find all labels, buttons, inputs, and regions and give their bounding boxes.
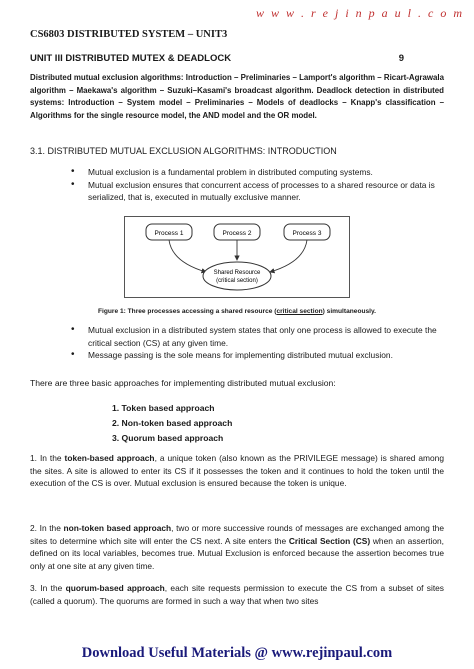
list-item: • Mutual exclusion is a fundamental problem in distributed computing systems. [68,166,448,179]
process-3-label: Process 3 [292,230,322,237]
term-token-based: token-based approach [64,453,155,463]
list-item: • Mutual exclusion ensures that concurrent access of processes to a shared resource or data is serialized, that is, executed in mutually exclusive manner. [68,179,448,204]
paragraph-body: , two or more successive rounds of messages are exchanged among the sites to determine which site will enter the CS next. A site enters the [30,523,444,546]
paragraph-non-token-based [30,522,444,572]
list-item: 2. Non-token based approach [112,418,233,428]
bullet-list-definition [68,324,448,362]
paragraph-lead: 2. In the [30,523,64,533]
list-item: • Mutual exclusion in a distributed system states that only one process is allowed to execute the critical section (CS) at any given time. [68,324,448,349]
course-header: CS6803 DISTRIBUTED SYSTEM – UNIT3 [30,29,228,40]
paragraph-token-based [30,452,444,490]
unit-title: UNIT III DISTRIBUTED MUTEX & DEADLOCK [30,53,232,64]
mutual-exclusion-diagram [124,216,350,298]
section-heading: 3.1. DISTRIBUTED MUTUAL EXCLUSION ALGORITHMS: INTRODUCTION [30,146,337,156]
list-item: 1. Token based approach [112,403,215,413]
approaches-list [112,401,232,446]
paragraph-lead: 1. In the [30,453,65,463]
process-1-label: Process 1 [154,230,184,237]
paragraph-body-end: when an assertion, defined on its local variables, becomes true. Mutual Exclusion is enforced because the assertion becomes true only at one site at any given time. [30,535,444,571]
paragraph-quorum-based [30,582,444,607]
bullet-list-intro [68,166,448,204]
caption-text-end: ) simultaneously. [322,308,377,315]
figure-caption [30,308,444,315]
approaches-intro: There are three basic approaches for implementing distributed mutual exclusion: [30,378,336,388]
list-item: 3. Quorum based approach [112,433,224,443]
caption-text: Figure 1: Three processes accessing a shared resource ( [97,308,277,315]
term-critical-section: Critical Section (CS) [288,535,371,546]
term-quorum-based: quorum-based approach [65,583,165,593]
watermark-url: w w w . r e j i n p a u l . c o m [255,6,464,20]
critical-section-label: (critical section) [216,278,258,284]
footer-download-link[interactable]: Download Useful Materials @ www.rejinpaul.com [81,645,393,661]
list-item: • Message passing is the sole means for implementing distributed mutual exclusion. [68,349,448,362]
paragraph-lead: 3. In the [30,583,66,593]
unit-title-line [30,53,444,64]
term-non-token-based: non-token based approach [63,523,172,533]
unit-number: 9 [398,53,404,64]
caption-link-critical-section: critical section [276,308,323,315]
process-2-label: Process 2 [222,230,252,237]
paragraph-body: , a unique token (also known as the PRIVILEGE message) is shared among the sites. A site is allowed to enter its CS if it possesses the token and it continues to hold the token until the execution of the CS is over. Mutual exclusion is ensured because the token is unique. [30,453,445,489]
syllabus-paragraph: Distributed mutual exclusion algorithms: Introduction – Preliminaries – Lamport's algorithm – Ricart-Agrawala algorithm – Maekawa's algorithm – Suzuki–Kasami's broadcast algorithm. Deadlock detection in distributed systems: Introduction – System model – Preliminaries – Models of deadlocks – Knapp's classification – Algorithms for the single resource model, the AND model and the OR model. [30,73,444,120]
paragraph-body: , each site requests permission to execute the CS from a subset of sites (called a quorum). The quorums are formed in such a way that when two sites [30,583,444,606]
shared-resource-ellipse [203,262,271,290]
shared-resource-label: Shared Resource [213,270,261,276]
